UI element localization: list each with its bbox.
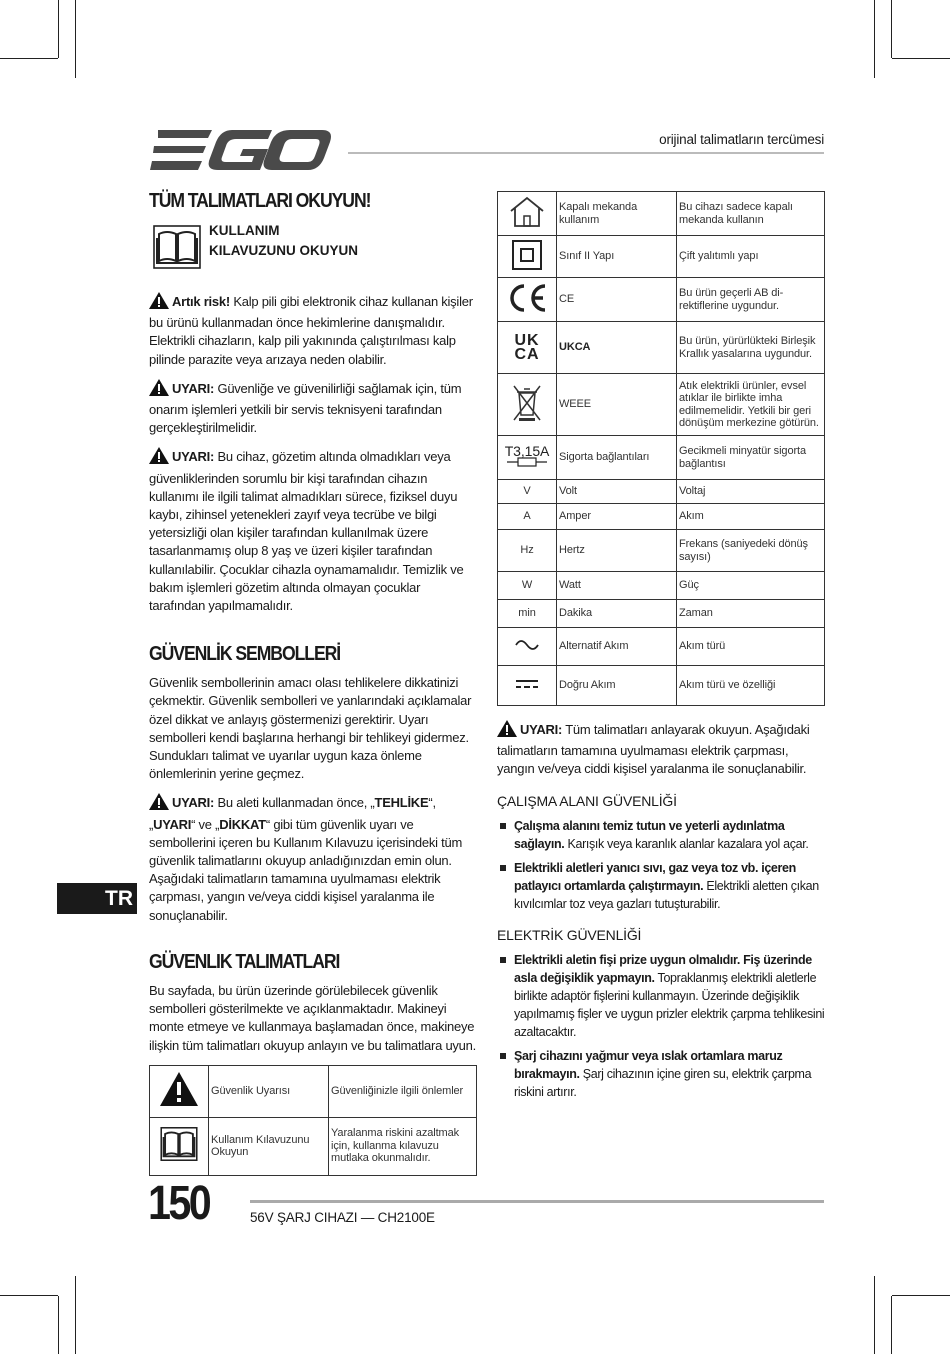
language-tab: TR [57, 883, 137, 914]
manual-title-line1: KULLANIM [209, 223, 280, 238]
table-row [150, 1065, 477, 1117]
dc-icon [498, 666, 557, 706]
ukca-mark-icon: UK CA [498, 322, 557, 374]
table-row [498, 322, 825, 374]
amp-symbol: A [498, 504, 557, 530]
header-subtitle: orijinal talimatların tercümesi [659, 132, 824, 147]
symbol-desc: Bu ürün geçerli AB di-rektiflerine uygundur. [677, 278, 825, 322]
work-area-title: ÇALIŞMA ALANI GÜVENLİĞİ [497, 792, 677, 809]
list-item: Şarj cihazını yağmur veya ıslak ortamlara maruz bırakmayın. Şarj cihazının içine giren su, elektrik çarpma riskini artırır. [497, 1047, 825, 1101]
symbol-desc: Bu cihazı sadece kapalı mekanda kullanın [677, 192, 825, 236]
symbol-name: Alternatif Akım [557, 628, 677, 666]
symbol-name: Sınıf II Yapı [557, 236, 677, 278]
symbol-name: WEEE [557, 374, 677, 436]
symbol-name: Dakika [557, 600, 677, 628]
manual-book-icon [153, 225, 201, 274]
watt-symbol: W [498, 572, 557, 600]
repair-warning: UYARI: Güvenliğe ve güvenilirliği sağlamak için, tüm onarım işlemleri yetkili bir servis teknisyeni tarafından gerçekleştirilmelidir. [149, 380, 462, 436]
weee-bin-icon [498, 374, 557, 436]
table-row [498, 666, 825, 706]
symbol-desc: Zaman [677, 600, 825, 628]
table-row [498, 600, 825, 628]
symbol-name: Doğru Akım [557, 666, 677, 706]
footer-rule [250, 1200, 824, 1203]
right-symbol-table-wrap [497, 191, 825, 1101]
table-row [498, 278, 825, 322]
class-ii-icon [498, 236, 557, 278]
table-row [498, 572, 825, 600]
ego-logo [150, 130, 332, 177]
minute-symbol: min [498, 600, 557, 628]
table-row [498, 374, 825, 436]
symbol-desc: Akım [677, 504, 825, 530]
symbol-desc: Atık elektrikli ürünler, evsel atıklar ile birlikte imha edilmemelidir. Yetkili bir geri dönüşüm merkezine götürün. [677, 374, 825, 436]
left-column [149, 190, 477, 1176]
read-all-title: TÜM TALIMATLARI OKUYUN! [149, 190, 371, 212]
table-row [498, 628, 825, 666]
safety-symbols-intro: Güvenlik sembollerinin amacı olası tehlikelere dikkatinizi çekmektir. Güvenlik sembolleri ve yanlarındaki açıklamalar özel dikkat ve anlayış göstermenizi gerektirir. Uyarı sembolleri kendi başlarına herhangi bir tehlikeyi gidermez. Sundukları talimat ve uyarılar uygun kaza önleme önlemlerinin yerine geçmez. [149, 675, 472, 782]
footer-product: 56V ŞARJ CIHAZI — CH2100E [250, 1210, 435, 1225]
page-number: 150 [148, 1177, 210, 1230]
left-symbol-table [149, 1065, 477, 1176]
right-symbol-table [497, 191, 825, 706]
volt-symbol: V [498, 480, 557, 504]
safety-symbols-title: GÜVENLİK SEMBOLLERİ [149, 643, 341, 666]
symbol-desc: Bu ürün, yürürlükteki Birleşik Krallık yasalarına uygundur. [677, 322, 825, 374]
read-manual-block [153, 225, 477, 274]
pacemaker-warning: Artık risk! Kalp pili gibi elektronik cihaz kullanan kişiler bu ürünü kullanmadan önce hekimlerine danışmalıdır. Elektrikli cihazların, kalp pili yakınında çalıştırılması kalp pilinde parazite veya arızaya neden olabilir. [149, 294, 473, 367]
table-row [498, 504, 825, 530]
safety-instructions-title: GÜVENLIK TALIMATLARI [149, 950, 340, 973]
house-icon [498, 192, 557, 236]
table-row [150, 1117, 477, 1175]
ce-mark-icon [498, 278, 557, 322]
table-row [498, 480, 825, 504]
ac-wave-icon [498, 628, 557, 666]
table-row [498, 436, 825, 480]
symbol-name: Kullanım Kılavuzunu Okuyun [209, 1117, 329, 1175]
symbol-desc: Çift yalıtımlı yapı [677, 236, 825, 278]
symbol-desc: Güvenliğinizle ilgili önlemler [329, 1065, 477, 1117]
general-warning: UYARI: Tüm talimatları anlayarak okuyun. Aşağıdaki talimatların tamamına uyulmaması elektrik çarpması, yangın ve/veya ciddi kişisel yaralanma ile sonuçlanabilir. [497, 722, 810, 777]
symbol-name: Kapalı mekanda kullanım [557, 192, 677, 236]
warning-triangle-icon [150, 1065, 209, 1117]
list-item: Çalışma alanını temiz tutun ve yeterli aydınlatma sağlayın. Karışık veya karanlık alanlar kazalara yol açar. [497, 817, 825, 853]
symbol-desc: Akım türü [677, 628, 825, 666]
symbol-name: Sigorta bağlantıları [557, 436, 677, 480]
symbol-desc: Güç [677, 572, 825, 600]
fuse-icon: T3,15A [498, 436, 557, 480]
symbol-desc: Gecikmeli minyatür sigorta bağlantısı [677, 436, 825, 480]
list-item: Elektrikli aletin fişi prize uygun olmalıdır. Fiş üzerinde asla değişiklik yapmayın. Topraklanmış elektrikli aletlerle birlikte adaptör fişlerini kullanmayın. Üzerinde değişiklik yapılmamış fişler ve uygun prizler elektrik çarpma tehlikesini azaltacaktır. [497, 951, 825, 1041]
header-rule [348, 152, 824, 154]
symbol-name: Güvenlik Uyarısı [209, 1065, 329, 1117]
manual-book-icon [150, 1117, 209, 1175]
supervision-warning: UYARI: Bu cihaz, gözetim altında olmadıkları veya güvenliklerinden sorumlu bir kişi tarafından cihazın kullanımı ile ilgili talimat almadıkları sürece, fiziksel duyu kaybı, zihinsel yetenekleri zayıf veya tecrübe ve bilgi yetersizliği olan kişiler tarafından kullanılmak üzere tasarlanmamış olup 8 yaş ve üzeri kişiler tarafından kullanılabilir. Çocuklar cihazla oynamamalıdır. Temizlik ve bakım işlemleri gözetim altında olmayan çocuklar tarafından yapılmamalıdır. [149, 449, 464, 614]
symbol-desc: Yaralanma riskini azaltmak için, kullanma kılavuzu mutlaka okunmalıdır. [329, 1117, 477, 1175]
symbol-name: Watt [557, 572, 677, 600]
table-row [498, 192, 825, 236]
symbol-name: UKCA [557, 322, 677, 374]
table-row [498, 236, 825, 278]
symbol-name: CE [557, 278, 677, 322]
hertz-symbol: Hz [498, 530, 557, 572]
symbol-name: Volt [557, 480, 677, 504]
safety-instructions-intro: Bu sayfada, bu ürün üzerinde görülebilecek güvenlik sembolleri gösterilmekte ve açıklanmaktadır. Makineyi monte etmeye ve kullanmaya başlamadan önce, makineye ilişkin tüm talimatları okuyup anlayın ve bu talimatlara uyun. [149, 982, 476, 1053]
warning-icon [149, 292, 169, 314]
electrical-safety-title: ELEKTRİK GÜVENLİĞİ [497, 926, 642, 943]
manual-title-line2: KILAVUZUNU OKUYUN [209, 243, 358, 258]
symbol-desc: Frekans (saniyedeki dönüş sayısı) [677, 530, 825, 572]
read-manual-warning: UYARI: Bu aleti kullanmadan önce, „TEHLİKE“, „UYARI“ ve „DİKKAT“ gibi tüm güvenlik uyarı ve sembollerini içeren bu Kullanım Kılavuzu içerisindeki tüm güvenlik talimatlarını okuyup anladığınızdan emin olun. Aşağıdaki talimatların tamamına uyulmaması elektrik çarpması, yangın ve/veya ciddi kişisel yaralanma ile sonuçlanabilir. [149, 795, 463, 923]
symbol-desc: Voltaj [677, 480, 825, 504]
warning-icon [149, 379, 169, 401]
list-item: Elektrikli aletleri yanıcı sıvı, gaz veya toz vb. içeren patlayıcı ortamlarda çalıştırmayın. Elektrikli aletten çıkan kıvılcımlar toz veya gazları tutuşturabilir. [497, 859, 825, 913]
warning-icon [497, 720, 517, 742]
warning-icon [149, 447, 169, 469]
symbol-name: Amper [557, 504, 677, 530]
table-row [498, 530, 825, 572]
symbol-desc: Akım türü ve özelliği [677, 666, 825, 706]
warning-icon [149, 793, 169, 815]
symbol-name: Hertz [557, 530, 677, 572]
